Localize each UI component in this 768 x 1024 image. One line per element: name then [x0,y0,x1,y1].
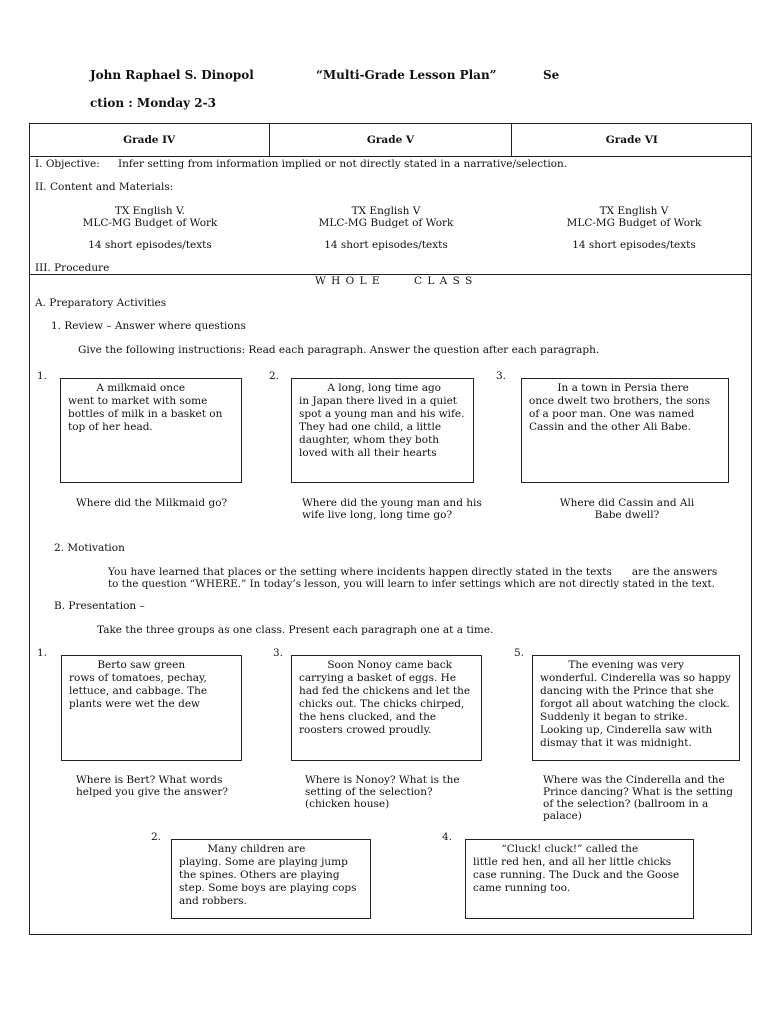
presentation-item-number: 4. [442,831,453,843]
grade-v-header: Grade V [270,123,511,156]
presentation-question: Where is Bert? What words helped you give the answer? [76,774,229,798]
document-title: “Multi-Grade Lesson Plan” [316,68,497,82]
materials-line: MLC-MG Budget of Work [82,217,218,229]
procedure-divider [29,274,752,275]
author-name: John Raphael S. Dinopol [90,68,254,82]
objective-text: Infer setting from information implied or not directly stated in a narrative/selection. [118,158,568,170]
review-question: Where did the young man and his wife live long, long time go? [302,497,482,521]
presentation-item-number: 1. [37,647,48,659]
paragraph-first-line: A milkmaid once [96,382,186,394]
materials-grade-vi [554,205,714,251]
grade-vi-header: Grade VI [605,133,658,146]
presentation-paragraph-box [291,655,482,761]
content-label: II. Content and Materials: [35,181,174,193]
paragraph-text: playing. Some are playing jump the spines. Others are playing step. Some boys are playing cops and robbers. [179,856,357,907]
materials-line: TX English V. [114,205,186,217]
paragraph-first-line: Many children are [207,843,306,855]
presentation-item-number: 2. [151,831,162,843]
presentation-question: Where is Nonoy? What is the setting of the selection? (chicken house) [305,774,460,810]
review-question: Where did the Milkmaid go? [76,497,228,509]
motivation-label: 2. Motivation [54,542,125,554]
presentation-paragraph-box [465,839,694,919]
paragraph-first-line: In a town in Persia there [557,382,689,394]
review-item-number: 3. [496,370,507,382]
paragraph-first-line: Berto saw green [97,659,186,671]
materials-line: MLC-MG Budget of Work [318,217,454,229]
review-item-number: 1. [37,370,48,382]
paragraph-text: once dwelt two brothers, the sons of a poor man. One was named Cassin and the other Ali Babe. [529,395,710,433]
review-paragraph-box [521,378,729,483]
review-question: Where did Cassin and Ali Babe dwell? [559,497,695,521]
motivation-text-line-2: to the question “WHERE.” In today’s lesson, you will learn to infer settings which are not directly stated in the text. [108,578,715,590]
presentation-instructions: Take the three groups as one class. Present each paragraph one at a time. [97,624,494,636]
materials-line: 14 short episodes/texts [324,239,448,251]
review-instructions: Give the following instructions: Read each paragraph. Answer the question after each paragraph. [78,344,600,356]
materials-line: TX English V [351,205,421,217]
materials-line: 14 short episodes/texts [572,239,696,251]
paragraph-first-line: Soon Nonoy came back [327,659,453,671]
procedure-label: III. Procedure [35,262,110,274]
presentation-paragraph-box [171,839,371,919]
paragraph-first-line: A long, long time ago [327,382,441,394]
section-label-end: ction : Monday 2-3 [90,96,216,110]
materials-grade-iv [70,205,230,251]
presentation-paragraph-box [532,655,740,761]
paragraph-text: rows of tomatoes, pechay, lettuce, and cabbage. The plants were wet the dew [69,672,208,710]
objective-label: I. Objective: [35,158,100,170]
presentation-item-number: 3. [273,647,284,659]
section-label-start: Se [543,68,560,82]
review-item-number: 2. [269,370,280,382]
review-label: 1. Review – Answer where questions [51,320,246,332]
paragraph-text: carrying a basket of eggs. He had fed the chickens and let the chicks out. The chicks chirped, the hens clucked, and the roosters crowed proudly. [299,672,471,736]
paragraph-text: little red hen, and all her little chicks case running. The Duck and the Goose came running too. [473,856,680,894]
paragraph-text: wonderful. Cinderella was so happy dancing with the Prince that she forgot all about watching the clock. Suddenly it began to strike. Looking up, Cinderella saw with dismay that it was midnight. [540,672,731,749]
paragraph-text: went to market with some bottles of milk in a basket on top of her head. [68,395,223,433]
paragraph-first-line: The evening was very [568,659,685,671]
presentation-paragraph-box [61,655,242,761]
review-paragraph-box [60,378,242,483]
presentation-question: Where was the Cinderella and the Prince dancing? What is the setting of the selection? (ballroom in a palace) [543,774,733,822]
preparatory-label: A. Preparatory Activities [35,297,167,309]
materials-line: TX English V [599,205,669,217]
presentation-label: B. Presentation – [54,600,145,612]
materials-line: MLC-MG Budget of Work [566,217,702,229]
paragraph-first-line: “Cluck! cluck!” called the [501,843,639,855]
class-label: C L A S S [414,275,474,287]
grade-header-row [29,123,752,157]
motivation-text-line-1: You have learned that places or the setting where incidents happen directly stated in the texts are the answers [108,566,718,578]
materials-grade-v [306,205,466,251]
presentation-item-number: 5. [514,647,525,659]
review-paragraph-box [291,378,474,483]
grade-iv-header: Grade IV [29,123,270,156]
paragraph-text: in Japan there lived in a quiet spot a young man and his wife. They had one child, a little daughter, whom they both loved with all their hearts [299,395,465,459]
whole-label: W H O L E [315,275,381,287]
materials-line: 14 short episodes/texts [88,239,212,251]
